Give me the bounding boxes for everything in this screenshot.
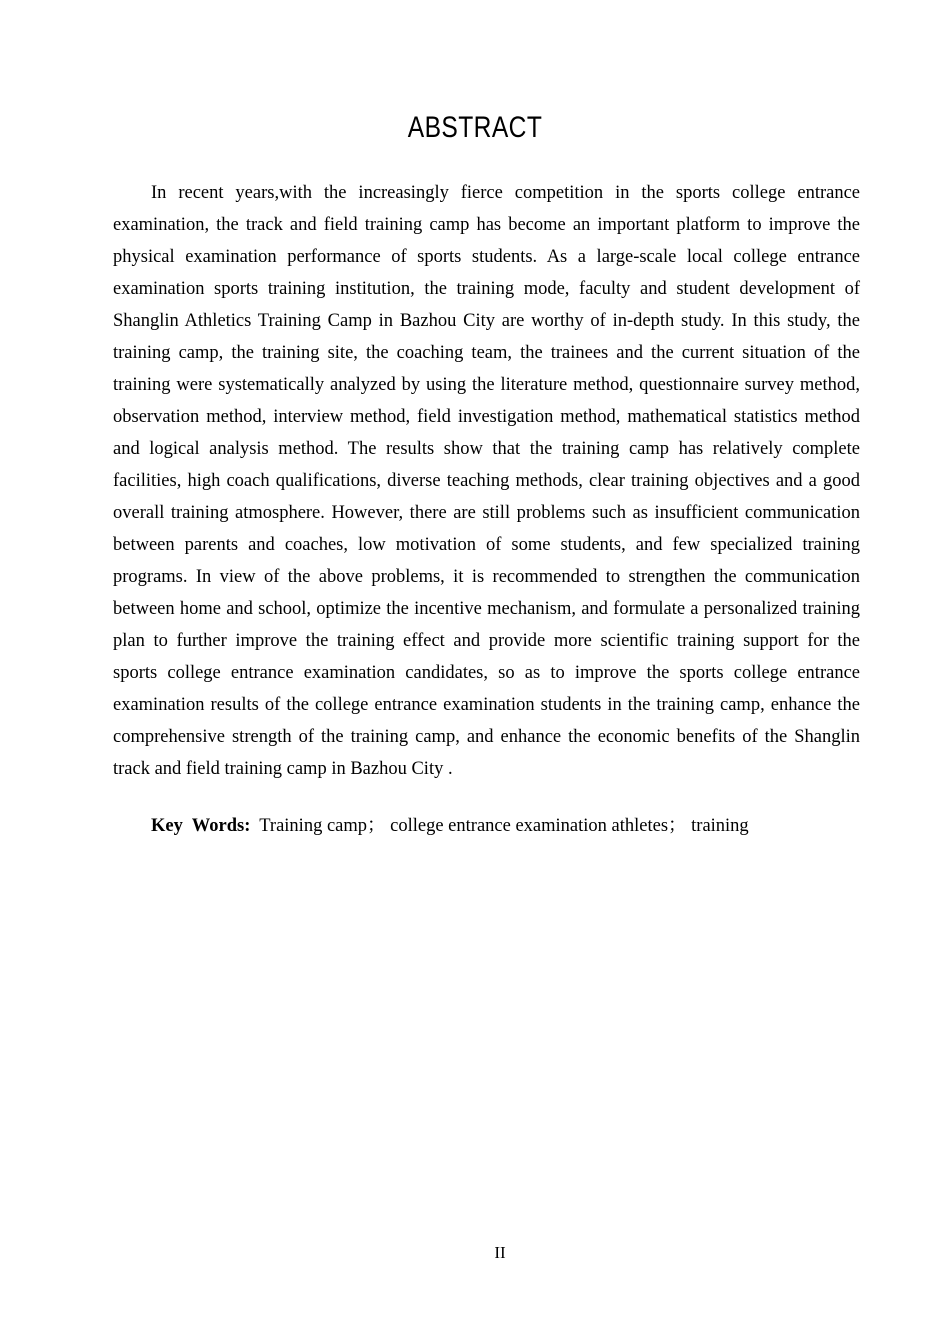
paragraph-line: between home and school, optimize the incentive mechanism, and formulate a personalized training xyxy=(113,599,860,619)
paragraph-line: sports college entrance examination candidates, so as to improve the sports college entrance xyxy=(113,663,860,683)
paragraph-line: training were systematically analyzed by using the literature method, questionnaire survey method, xyxy=(113,375,860,395)
paragraph-line: and logical analysis method. The results show that the training camp has relatively complete xyxy=(113,439,860,459)
paragraph-line: examination results of the college entrance examination students in the training camp, enhance the xyxy=(113,695,860,715)
paragraph-line: examination, the track and field training camp has become an important platform to improve the xyxy=(113,215,860,235)
paragraph-line: physical examination performance of sports students. As a large-scale local college entrance xyxy=(113,247,860,267)
paragraph-line: facilities, high coach qualifications, diverse teaching methods, clear training objectives and a good xyxy=(113,471,860,491)
page-number: II xyxy=(494,1243,506,1262)
abstract-paragraph xyxy=(113,177,860,785)
paragraph-line: overall training atmosphere. However, there are still problems such as insufficient communication xyxy=(113,503,860,523)
paragraph-line: Shanglin Athletics Training Camp in Bazhou City are worthy of in-depth study. In this study, the xyxy=(113,311,860,331)
page-title-text: ABSTRACT xyxy=(407,111,543,144)
paragraph-line: plan to further improve the training effect and provide more scientific training support for the xyxy=(113,631,860,651)
paragraph-line: examination sports training institution, the training mode, faculty and student development of xyxy=(113,279,860,299)
paragraph-line: observation method, interview method, field investigation method, mathematical statistics method xyxy=(113,407,860,427)
paragraph-line: programs. In view of the above problems, it is recommended to strengthen the communication xyxy=(113,567,860,587)
paragraph-line: training camp, the training site, the coaching team, the trainees and the current situation of the xyxy=(113,343,860,363)
keywords-label: Key Words: xyxy=(151,816,251,836)
keywords-text: Training camp； college entrance examination athletes； training xyxy=(250,816,749,836)
paragraph-line: comprehensive strength of the training camp, and enhance the economic benefits of the Shanglin xyxy=(113,727,860,747)
paragraph-line: track and field training camp in Bazhou City . xyxy=(113,759,453,779)
abstract-content xyxy=(113,177,860,842)
page-footer xyxy=(0,1243,950,1263)
keywords-line xyxy=(113,810,860,842)
page-title xyxy=(0,110,950,146)
paragraph-line: In recent years,with the increasingly fierce competition in the sports college entrance xyxy=(151,183,860,203)
paragraph-line: between parents and coaches, low motivation of some students, and few specialized training xyxy=(113,535,860,555)
